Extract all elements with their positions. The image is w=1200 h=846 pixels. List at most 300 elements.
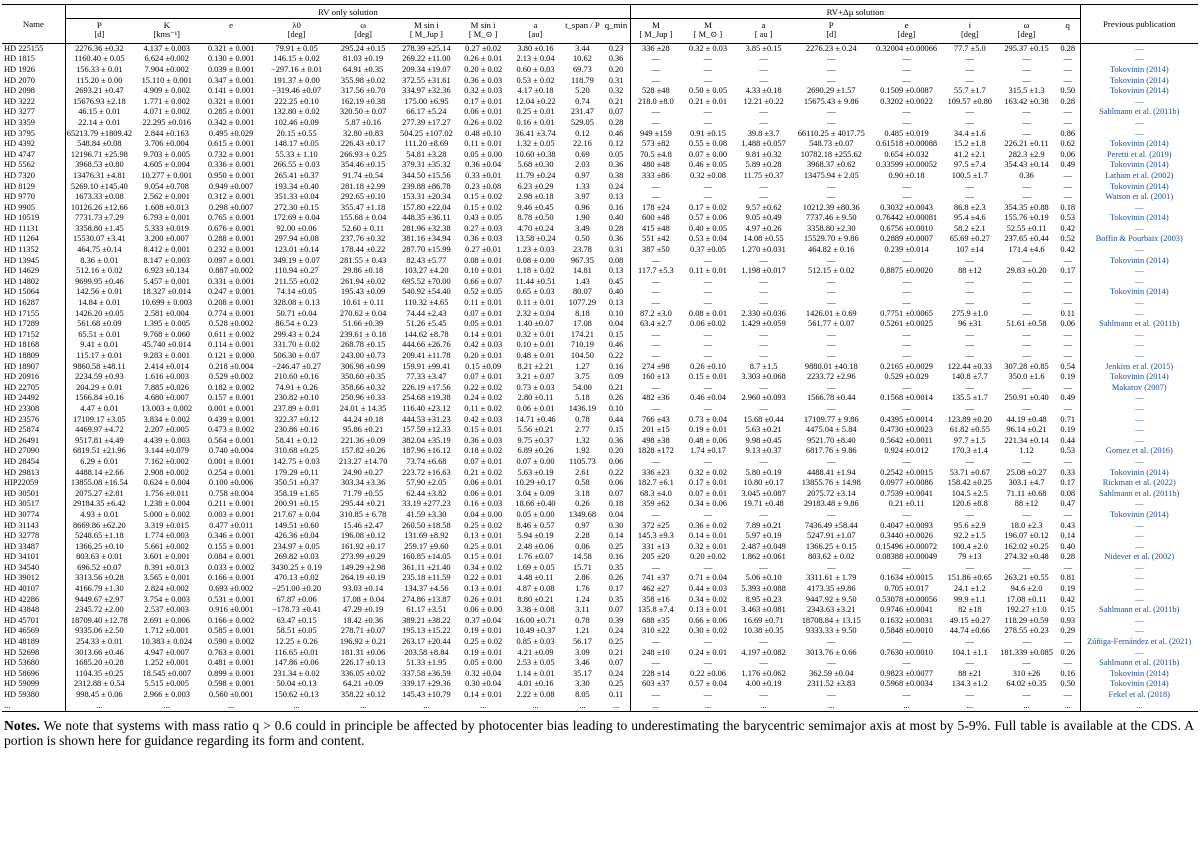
table-cell: ... xyxy=(871,701,943,712)
previous-publication: — xyxy=(1135,594,1144,604)
table-cell: 4.947 ±0.007 xyxy=(144,647,189,657)
table-cell: 0.06 xyxy=(1056,150,1080,161)
table-cell: 4.48 ±0.11 xyxy=(517,573,554,583)
table-cell: 0.298 ±0.007 xyxy=(208,202,254,212)
table-cell: 696.52 ±0.07 xyxy=(77,562,122,572)
table-cell: 9.13 ±0.37 xyxy=(745,446,782,456)
table-cell: 118.29 ±0.59 xyxy=(1004,615,1049,625)
star-name: HD 3795 xyxy=(2,129,65,140)
table-cell: 1.712 ±0.001 xyxy=(144,626,189,636)
table-cell: 158.42 ±0.25 xyxy=(947,478,992,488)
table-cell: 0.16 xyxy=(602,362,630,373)
table-cell: 29.86 ±0.18 xyxy=(343,266,384,276)
table-cell: 0.15 ± 0.01 xyxy=(464,425,503,435)
table-cell: 310 ±22 xyxy=(642,626,670,636)
table-cell: 0.24 xyxy=(602,626,630,637)
previous-publication: — xyxy=(1135,584,1144,594)
table-cell: 387 ±50 xyxy=(642,245,670,255)
rv-dmu-header: RV+Δμ solution xyxy=(631,5,1081,19)
table-cell: — xyxy=(1022,637,1031,647)
table-cell: 15.46 ±2.47 xyxy=(343,520,384,530)
previous-publication[interactable]: Watson et al. (2001) xyxy=(1105,192,1174,202)
table-cell: 482 ±36 xyxy=(642,393,670,403)
table-cell: 462 ±27 xyxy=(642,584,670,594)
table-cell: 0.05 ± 0.00 xyxy=(516,509,555,519)
table-cell: 6819.51 ±21.96 xyxy=(72,446,126,456)
previous-publication[interactable]: Fekel et al. (2018) xyxy=(1108,690,1170,699)
column-unit xyxy=(2,30,65,43)
table-cell: 803.62 ± 0.02 xyxy=(808,552,855,562)
star-name: HD 30517 xyxy=(2,499,65,510)
table-cell: 355.98 ±0.02 xyxy=(340,75,386,85)
table-cell: 355.47 ±1.18 xyxy=(340,202,386,212)
table-cell: 2.581 ±0.004 xyxy=(144,308,189,318)
table-cell: 0.46 ± 0.05 xyxy=(688,160,728,170)
table-cell: 328.08 ± 0.13 xyxy=(273,298,320,308)
column-unit: [ M_Jup ] xyxy=(631,30,681,43)
table-cell: 2.53 ± 0.05 xyxy=(516,658,555,668)
previous-publication[interactable]: Tokovinin (2014) xyxy=(1109,668,1169,678)
table-cell: 1673.33 ±0.08 xyxy=(75,192,124,202)
table-row xyxy=(2,658,1198,669)
table-cell: — xyxy=(902,456,911,466)
table-cell: — xyxy=(703,658,713,668)
table-cell: 0.33 ±0.01 xyxy=(465,170,502,180)
table-cell: 8.78 ±0.50 xyxy=(517,213,554,223)
star-name: HD 59099 xyxy=(2,679,65,690)
table-cell: — xyxy=(1056,54,1080,65)
table-cell: 0.3440 ±0.0026 xyxy=(880,531,933,541)
table-cell: 5.56 ±0.21 xyxy=(517,425,554,435)
table-cell: 0.61518 ±0.00088 xyxy=(875,139,938,149)
table-cell: 0.15 xyxy=(602,425,630,436)
table-cell: — xyxy=(827,403,836,413)
table-cell: 0.26 xyxy=(602,393,630,404)
table-cell: 0.182 ± 0.002 xyxy=(207,382,255,392)
table-cell: 0.37 ±0.04 xyxy=(465,615,502,625)
table-cell: 0.28 xyxy=(602,118,630,129)
star-name: HD 18809 xyxy=(2,351,65,362)
table-cell: 254.68 ±19.38 xyxy=(402,393,451,403)
table-cell: 0.346 ± 0.001 xyxy=(207,531,255,541)
star-name: HD 17152 xyxy=(2,330,65,341)
table-cell: 998.45 ± 0.06 xyxy=(76,690,123,699)
table-cell: 0.43 xyxy=(1056,521,1080,532)
table-cell: 0.495 ±0.029 xyxy=(208,128,254,138)
table-cell: 107 ±14 xyxy=(955,245,984,255)
table-cell: 3.18 xyxy=(575,488,590,498)
table-cell: 46.15 ± 0.01 xyxy=(78,107,121,117)
table-cell: 0.585 ± 0.001 xyxy=(207,626,255,636)
table-cell: 1.238 ± 0.004 xyxy=(143,499,190,509)
table-cell: — xyxy=(965,456,974,466)
table-cell: 0.9746 ±0.0041 xyxy=(880,605,933,615)
table-cell: 0.887 ±0.002 xyxy=(208,266,254,276)
table-cell: 415 ±48 xyxy=(642,223,670,233)
table-cell: 803.63 ± 0.01 xyxy=(76,552,123,562)
table-cell: 50.04 ±0.13 xyxy=(276,679,317,689)
table-cell: 0.36 xyxy=(1019,170,1034,180)
table-cell: — xyxy=(651,403,661,413)
table-cell: 116.65 ±0.01 xyxy=(274,647,319,657)
table-cell: 57.90 ±2.05 xyxy=(406,478,447,488)
previous-publication[interactable]: Sahlmann et al. (2011b) xyxy=(1099,605,1180,615)
table-cell: 0.20 xyxy=(602,446,630,457)
table-cell: 0.35 xyxy=(602,563,630,574)
table-cell: 0.60 ± 0.03 xyxy=(516,64,555,74)
table-cell: 0.81 xyxy=(1056,573,1080,584)
table-cell: 333 ±86 xyxy=(642,170,670,180)
table-cell: 1104.35 ±0.25 xyxy=(75,668,124,678)
table-cell: 0.31 xyxy=(602,76,630,87)
previous-publication[interactable]: Tokovinin (2014) xyxy=(1109,75,1169,85)
table-cell: 118.79 xyxy=(571,75,594,85)
table-cell: 0.22 xyxy=(602,468,630,479)
table-cell: 5.89 ±0.28 xyxy=(745,160,782,170)
table-cell: — xyxy=(759,329,768,339)
table-cell: 160 ±13 xyxy=(642,372,670,382)
table-cell: 0.06 xyxy=(575,541,590,551)
previous-publication[interactable]: Tokovinin (2014) xyxy=(1109,139,1169,149)
table-cell: — xyxy=(1022,351,1031,360)
table-cell: 3.46 xyxy=(575,658,590,668)
previous-publication[interactable]: Jenkins et al. (2015) xyxy=(1105,361,1174,371)
table-cell: 0.16 ± 0.03 xyxy=(464,499,503,509)
table-cell: 96.14 ±0.21 xyxy=(1006,425,1047,435)
previous-publication[interactable]: Gomez et al. (2016) xyxy=(1105,446,1173,456)
table-cell: 1.33 xyxy=(575,181,590,191)
table-cell: 0.003 ± 0.001 xyxy=(207,509,255,519)
table-cell: 79 ±13 xyxy=(958,552,982,562)
star-name: HD 46569 xyxy=(2,626,65,637)
previous-publication[interactable]: Tokovinin (2014) xyxy=(1109,86,1169,96)
table-cell: 741 ±37 xyxy=(642,573,670,583)
table-cell: 2.61 xyxy=(575,467,590,477)
table-cell: — xyxy=(759,192,768,202)
previous-publication[interactable]: Sahlmann et al. (2011b) xyxy=(1099,658,1180,668)
table-cell: 264.19 ±0.19 xyxy=(340,573,386,583)
previous-publication[interactable]: Tokovinin (2014) xyxy=(1109,255,1169,265)
table-cell: 0.18 xyxy=(1056,203,1080,214)
previous-publication[interactable]: Tokovinin (2014) xyxy=(1109,679,1169,689)
table-cell: 344.50 ±15.56 xyxy=(402,170,451,180)
previous-publication[interactable]: Sahlmann et al. (2011b) xyxy=(1099,488,1180,498)
table-cell: 710.19 xyxy=(570,340,594,350)
table-cell: 9517.81 ±4.49 xyxy=(75,435,124,445)
column-header: a xyxy=(533,19,538,30)
table-cell: 372 ±25 xyxy=(642,520,670,530)
column-unit: [d] xyxy=(792,30,871,43)
table-cell: 25.08 ±0.27 xyxy=(1006,467,1047,477)
table-cell: 0.31 xyxy=(602,245,630,256)
table-cell: — xyxy=(827,509,836,519)
table-cell: 1685.20 ±0.28 xyxy=(75,658,124,668)
table-cell: 3.601 ± 0.001 xyxy=(143,552,190,562)
previous-publication[interactable]: Tokovinin (2014) xyxy=(1109,509,1169,519)
table-cell: 1.43 xyxy=(575,276,590,286)
table-cell: 159.91 ±99.41 xyxy=(402,361,451,371)
table-cell: 1436.19 xyxy=(568,403,597,413)
table-row xyxy=(2,203,1198,214)
column-unit: [deg] xyxy=(943,30,998,43)
table-cell: 196.07 ±0.12 xyxy=(1004,531,1049,541)
table-cell: 14.81 xyxy=(572,266,592,276)
previous-publication: — xyxy=(1135,403,1144,413)
table-cell: 0.44 ± 0.03 xyxy=(688,584,728,594)
table-row xyxy=(2,65,1198,76)
table-cell: 0.12 xyxy=(575,128,590,138)
table-cell: 2.86 xyxy=(575,573,590,583)
previous-publication[interactable]: Tokovinin (2014) xyxy=(1109,467,1169,477)
table-cell: 0.485 ±0.019 xyxy=(884,128,929,138)
table-cell: — xyxy=(1022,562,1031,572)
table-cell: 0.598 ± 0.001 xyxy=(207,679,255,689)
table-cell: 275.9 ±1.0 xyxy=(951,308,988,318)
column-header: q_min xyxy=(602,18,630,30)
table-row xyxy=(2,139,1198,150)
table-cell: — xyxy=(651,509,661,519)
table-cell: 92.2 ±1.5 xyxy=(953,531,986,541)
table-cell: — xyxy=(1056,330,1080,341)
table-cell: 1.756 ±0.011 xyxy=(144,488,189,498)
table-cell: 174.21 xyxy=(570,329,594,339)
table-cell: 15.68 ±0.44 xyxy=(743,414,784,424)
previous-publication: — xyxy=(1135,351,1144,360)
table-cell: 15676.93 ±2.18 xyxy=(72,96,126,106)
table-cell: — xyxy=(902,637,911,647)
previous-publication[interactable]: Sahlmann et al. (2011b) xyxy=(1099,107,1180,117)
star-name: HD 8129 xyxy=(2,182,65,193)
table-cell: 0.11 ± 0.01 xyxy=(689,266,727,276)
table-row xyxy=(2,224,1198,235)
star-name: HD 11131 xyxy=(2,224,65,235)
previous-publication[interactable]: Latham et al. (2002) xyxy=(1105,170,1174,180)
previous-publication: — xyxy=(1135,414,1144,424)
table-cell: −246.47 ±0.27 xyxy=(272,361,322,371)
previous-publication[interactable]: Rickman et al. (2022) xyxy=(1102,478,1176,488)
table-cell: — xyxy=(1022,329,1031,339)
table-cell: 0.78 xyxy=(575,615,590,625)
table-cell: 18.42 ±0.36 xyxy=(343,615,384,625)
table-cell: 0.32 ± 0.03 xyxy=(688,43,728,53)
table-cell: 0.73 ± 0.04 xyxy=(688,414,728,424)
star-name: HD 26491 xyxy=(2,436,65,447)
table-cell: 0.48 ±0.10 xyxy=(465,128,502,138)
previous-publication[interactable]: Tokovinin (2014) xyxy=(1109,64,1169,74)
table-cell: ... xyxy=(681,701,736,712)
table-row xyxy=(2,669,1198,680)
table-cell: 51.26 ±5.45 xyxy=(406,319,447,329)
table-cell: 0.22 ±0.06 xyxy=(689,668,726,678)
table-cell: 211.55 ±0.02 xyxy=(274,276,319,286)
table-cell: — xyxy=(1022,255,1031,265)
table-cell: 4.137 ± 0.003 xyxy=(143,43,190,53)
table-cell: — xyxy=(1022,75,1031,85)
previous-publication[interactable]: Tokovinin (2014) xyxy=(1109,287,1169,297)
table-cell: 278.39 ±25.14 xyxy=(402,43,451,53)
table-cell: 95.4 ±4.6 xyxy=(953,213,986,223)
star-name: HD 24492 xyxy=(2,393,65,404)
table-cell: 0.57 ± 0.04 xyxy=(688,679,728,689)
table-cell: 0.76442 ±0.00081 xyxy=(875,213,938,223)
table-cell: 0.42 xyxy=(1056,595,1080,606)
previous-publication[interactable]: Tokovinin (2014) xyxy=(1109,160,1169,170)
table-cell: 162.19 ±0.38 xyxy=(340,96,386,106)
table-cell: 0.49 xyxy=(1056,393,1080,404)
table-cell: 0.732 ± 0.001 xyxy=(207,149,255,159)
table-cell: 0.07 xyxy=(602,605,630,616)
column-unit: [deg] xyxy=(997,30,1056,43)
table-cell: 2.966 ± 0.003 xyxy=(143,690,190,699)
table-cell: 22.14 ± 0.01 xyxy=(78,117,121,127)
table-cell: 192.27 ±1.0 xyxy=(1006,605,1047,615)
previous-publication[interactable]: Makarov (2007) xyxy=(1111,382,1167,392)
previous-publication[interactable]: Sahlmann et al. (2011b) xyxy=(1099,319,1180,329)
previous-publication[interactable]: Tokovinin (2014) xyxy=(1109,213,1169,223)
table-cell: 115.20 ± 0.00 xyxy=(76,75,123,85)
table-cell: — xyxy=(827,382,836,392)
table-cell: — xyxy=(1056,383,1080,394)
table-cell: 88 ±12 xyxy=(958,266,982,276)
table-cell: — xyxy=(1056,287,1080,298)
table-cell: 1566.84 ±0.16 xyxy=(75,393,124,403)
table-cell: — xyxy=(1022,128,1031,138)
table-cell: 3.11 xyxy=(575,605,590,615)
table-cell: 0.32 ± 0.03 xyxy=(464,86,503,96)
table-cell: — xyxy=(703,509,713,519)
star-name: HD 34101 xyxy=(2,552,65,563)
column-header: K xyxy=(163,19,170,30)
table-cell: −319.46 ±0.07 xyxy=(272,86,322,96)
table-cell: 4.909 ± 0.002 xyxy=(143,86,190,96)
table-cell: 87.2 ±3.0 xyxy=(639,308,672,318)
table-cell: 506.30 ± 0.07 xyxy=(273,351,320,360)
table-cell: — xyxy=(759,382,768,392)
table-cell: ... xyxy=(997,701,1056,712)
table-cell: 0.50 xyxy=(575,234,590,244)
table-cell: 110.94 ±0.27 xyxy=(274,266,319,276)
previous-publication[interactable]: Boffin & Pourbaix (2003) xyxy=(1095,234,1183,244)
table-cell: — xyxy=(965,403,974,413)
previous-publication: — xyxy=(1135,266,1144,276)
table-cell: — xyxy=(965,637,974,647)
star-name: ... xyxy=(2,701,65,712)
table-cell: 0.2542 ±0.0015 xyxy=(880,467,933,477)
column-header: M sin i xyxy=(413,19,439,30)
table-cell: 0.321 ± 0.001 xyxy=(207,43,255,53)
table-cell: 8.7 ±1.5 xyxy=(749,361,778,371)
table-cell: 7.885 ±0.026 xyxy=(144,382,189,392)
table-cell: 320.50 ± 0.07 xyxy=(339,107,387,117)
table-cell: 135.8 ±7.4 xyxy=(637,605,674,615)
previous-publication[interactable]: Peretti et al. (2019) xyxy=(1106,149,1172,159)
table-cell: 9880.01 ±40.18 xyxy=(804,361,858,371)
table-cell: 3358.80 ±2.30 xyxy=(806,223,856,233)
table-cell: — xyxy=(651,181,661,191)
table-cell: 24.90 ±0.27 xyxy=(343,467,384,477)
table-cell: 0.763 ± 0.001 xyxy=(207,647,255,657)
table-cell: 0.20 xyxy=(602,65,630,76)
table-cell: 15.2 ±1.8 xyxy=(953,139,986,149)
table-cell: — xyxy=(651,637,661,647)
table-cell: 426.36 ±0.04 xyxy=(274,531,319,541)
table-cell: 18.0 ±2.3 xyxy=(1010,520,1043,530)
table-cell: 295.44 ±0.21 xyxy=(340,499,386,509)
table-row xyxy=(2,701,1198,712)
previous-publication[interactable]: Tokovinin (2014) xyxy=(1109,372,1169,382)
column-header: a xyxy=(761,19,766,30)
table-cell: 0.654 ±0.032 xyxy=(884,149,929,159)
table-cell: 10126.26 ±12.66 xyxy=(70,202,128,212)
star-name: HD 33487 xyxy=(2,542,65,553)
table-cell: — xyxy=(703,287,713,297)
table-cell: 5247.91 ±1.07 xyxy=(806,531,856,541)
table-cell: 292.65 ±0.10 xyxy=(340,192,386,202)
table-cell: 3.97 xyxy=(575,192,590,202)
table-cell: 263.17 ±20.44 xyxy=(402,637,451,647)
table-cell: 0.36 xyxy=(602,160,630,171)
table-cell: 9521.70 ±8.40 xyxy=(806,435,856,445)
table-cell: ... xyxy=(201,701,262,712)
table-cell: 10.38 ±0.35 xyxy=(743,626,784,636)
table-cell: — xyxy=(703,351,713,360)
table-cell: 0.7630 ±0.0010 xyxy=(880,647,933,657)
table-cell: — xyxy=(965,181,974,191)
table-cell: 201 ±15 xyxy=(642,425,670,435)
previous-publication: — xyxy=(1135,647,1144,657)
table-cell: 0.74 xyxy=(575,96,590,106)
previous-publication[interactable]: Nidever et al. (2002) xyxy=(1104,552,1175,562)
table-cell: 9.57 ±0.62 xyxy=(745,202,782,212)
previous-publication[interactable]: Zúñiga-Fernández et al. (2021) xyxy=(1087,637,1192,647)
table-cell: 0.477 ±0.011 xyxy=(209,520,254,530)
table-cell: 3.303 ±0.068 xyxy=(741,372,786,382)
table-cell: 9699.95 ±0.46 xyxy=(75,276,124,286)
table-cell: 3.706 ±0.004 xyxy=(144,139,189,149)
table-cell: 0.26 xyxy=(1056,648,1080,659)
table-cell: 0.15 ± 0.01 xyxy=(464,552,503,562)
table-row xyxy=(2,362,1198,373)
star-name: HD 1815 xyxy=(2,54,65,65)
table-cell: −297.16 ± 0.01 xyxy=(270,64,323,74)
table-cell: 3.144 ±0.079 xyxy=(144,446,189,456)
previous-publication[interactable]: Tokovinin (2014) xyxy=(1109,181,1169,191)
table-cell: 14.84 ± 0.01 xyxy=(78,298,121,308)
table-cell: 62.44 ±3.82 xyxy=(406,488,447,498)
column-unit xyxy=(602,30,630,43)
previous-publication: — xyxy=(1135,541,1144,551)
table-cell: 270.62 ± 0.04 xyxy=(339,308,387,318)
table-cell: 0.36 ± 0.03 xyxy=(464,435,503,445)
table-cell: 0.774 ± 0.001 xyxy=(207,308,255,318)
table-cell: 336 ±28 xyxy=(642,43,670,53)
table-cell: 35.17 xyxy=(572,668,592,678)
table-cell: 2233.72 ±2.96 xyxy=(806,372,856,382)
table-cell: 0.52 ± 0.05 xyxy=(464,287,503,297)
table-row xyxy=(2,499,1198,510)
table-cell: 2.77 xyxy=(575,425,590,435)
table-cell: 5.87 ±0.16 xyxy=(345,117,382,127)
table-cell: 1.32 ± 0.05 xyxy=(516,139,555,149)
table-cell: — xyxy=(651,456,661,466)
table-cell: — xyxy=(1056,277,1080,288)
table-cell: 0.53 xyxy=(1056,446,1080,457)
table-cell: 44.24 ±0.18 xyxy=(343,414,384,424)
table-notes xyxy=(4,718,1194,748)
table-cell: 0.25 xyxy=(602,637,630,648)
table-cell: 0.11 ± 0.01 xyxy=(464,139,503,149)
table-cell: — xyxy=(965,64,974,74)
